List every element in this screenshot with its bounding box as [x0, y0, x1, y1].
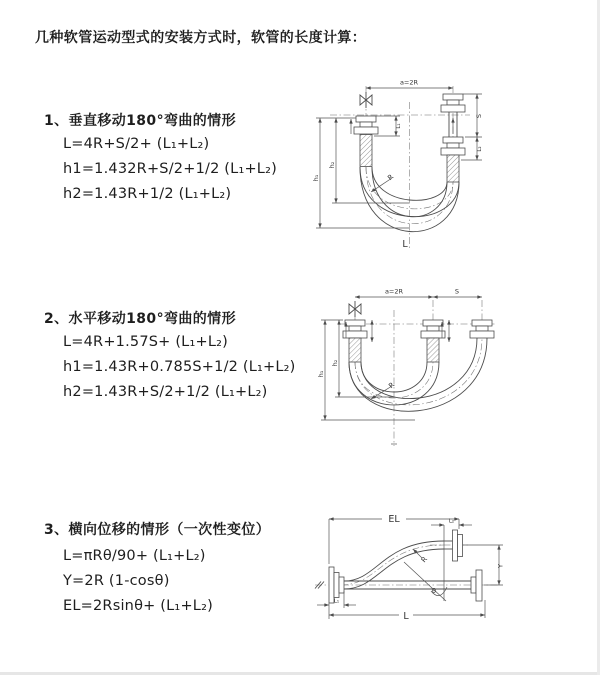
dim-label-el: EL: [388, 514, 400, 525]
dim-label-a2r: a=2R: [384, 287, 404, 296]
dim-label-h2: h₂: [331, 359, 339, 367]
right-pipe-coupling: [441, 94, 465, 182]
section-2-formulas: [63, 330, 296, 405]
dim-label-r: R: [419, 555, 430, 565]
dimension-labels: [334, 514, 505, 622]
dim-label-s: S: [475, 113, 483, 119]
section-1-formulas: [63, 132, 277, 207]
dimension-lines: [321, 297, 482, 444]
left-pipe-coupling: [343, 320, 367, 362]
valve-icon: [360, 92, 372, 108]
formula-line: Y=2R (1-cosθ): [63, 573, 170, 589]
dim-label-h2: h₂: [328, 161, 336, 169]
valve-icon: [349, 301, 361, 317]
formula-line: h1=1.432R+S/2+1/2 (L₁+L₂): [63, 161, 277, 177]
dim-label-l2: L₂: [448, 518, 455, 525]
dim-label-h1: h₁: [317, 370, 325, 378]
diagram-vertical-180-bend: [310, 72, 594, 258]
displaced-pipe-coupling: [470, 320, 494, 338]
dim-label-l2: L₂: [477, 146, 483, 152]
diagram-horizontal-180-bend: [315, 284, 597, 456]
hose-curves: [349, 338, 487, 411]
middle-pipe-coupling: [421, 320, 445, 362]
dim-label-r: R: [387, 380, 397, 391]
section-3-heading: 3、横向位移的情形（一次性变位）: [44, 522, 271, 538]
dim-label-a2r: a=2R: [399, 78, 419, 87]
left-pipe-coupling: [354, 116, 378, 167]
formula-line: L=4R+1.57S+ (L₁+L₂): [63, 334, 228, 350]
formula-line: h2=1.43R+1/2 (L₁+L₂): [63, 186, 232, 202]
dim-label-s: S: [454, 287, 460, 296]
formula-line: h1=1.43R+0.785S+1/2 (L₁+L₂): [63, 359, 296, 375]
dim-label-l: L: [402, 239, 408, 250]
formula-line: L=4R+S/2+ (L₁+L₂): [63, 136, 210, 152]
dimension-lines: [317, 519, 503, 619]
formula-line: EL=2Rsinθ+ (L₁+L₂): [63, 598, 213, 614]
upper-right-flange: [444, 530, 463, 561]
formula-line: h2=1.43R+S/2+1/2 (L₁+L₂): [63, 384, 268, 400]
dim-label-r: R: [386, 172, 396, 183]
dim-label-l1: L₁: [396, 123, 402, 129]
dim-label-theta: θ: [432, 587, 436, 595]
diagram-lateral-displacement: [310, 500, 600, 645]
lower-right-flange: [471, 570, 482, 601]
dim-label-y: Y: [496, 564, 505, 568]
page-title: 几种软管运动型式的安装方式时，软管的长度计算：: [35, 30, 367, 46]
dim-label-l1: L₁: [333, 598, 340, 605]
hose-curves: [341, 541, 471, 589]
dim-label-l: L: [403, 611, 409, 622]
formula-line: L=πRθ/90+ (L₁+L₂): [63, 548, 206, 564]
section-3-formulas: [63, 544, 213, 619]
dim-label-h1: h₁: [312, 174, 320, 182]
section-2-heading: 2、水平移动180°弯曲的情形: [44, 311, 236, 327]
section-1-heading: 1、垂直移动180°弯曲的情形: [44, 113, 236, 129]
